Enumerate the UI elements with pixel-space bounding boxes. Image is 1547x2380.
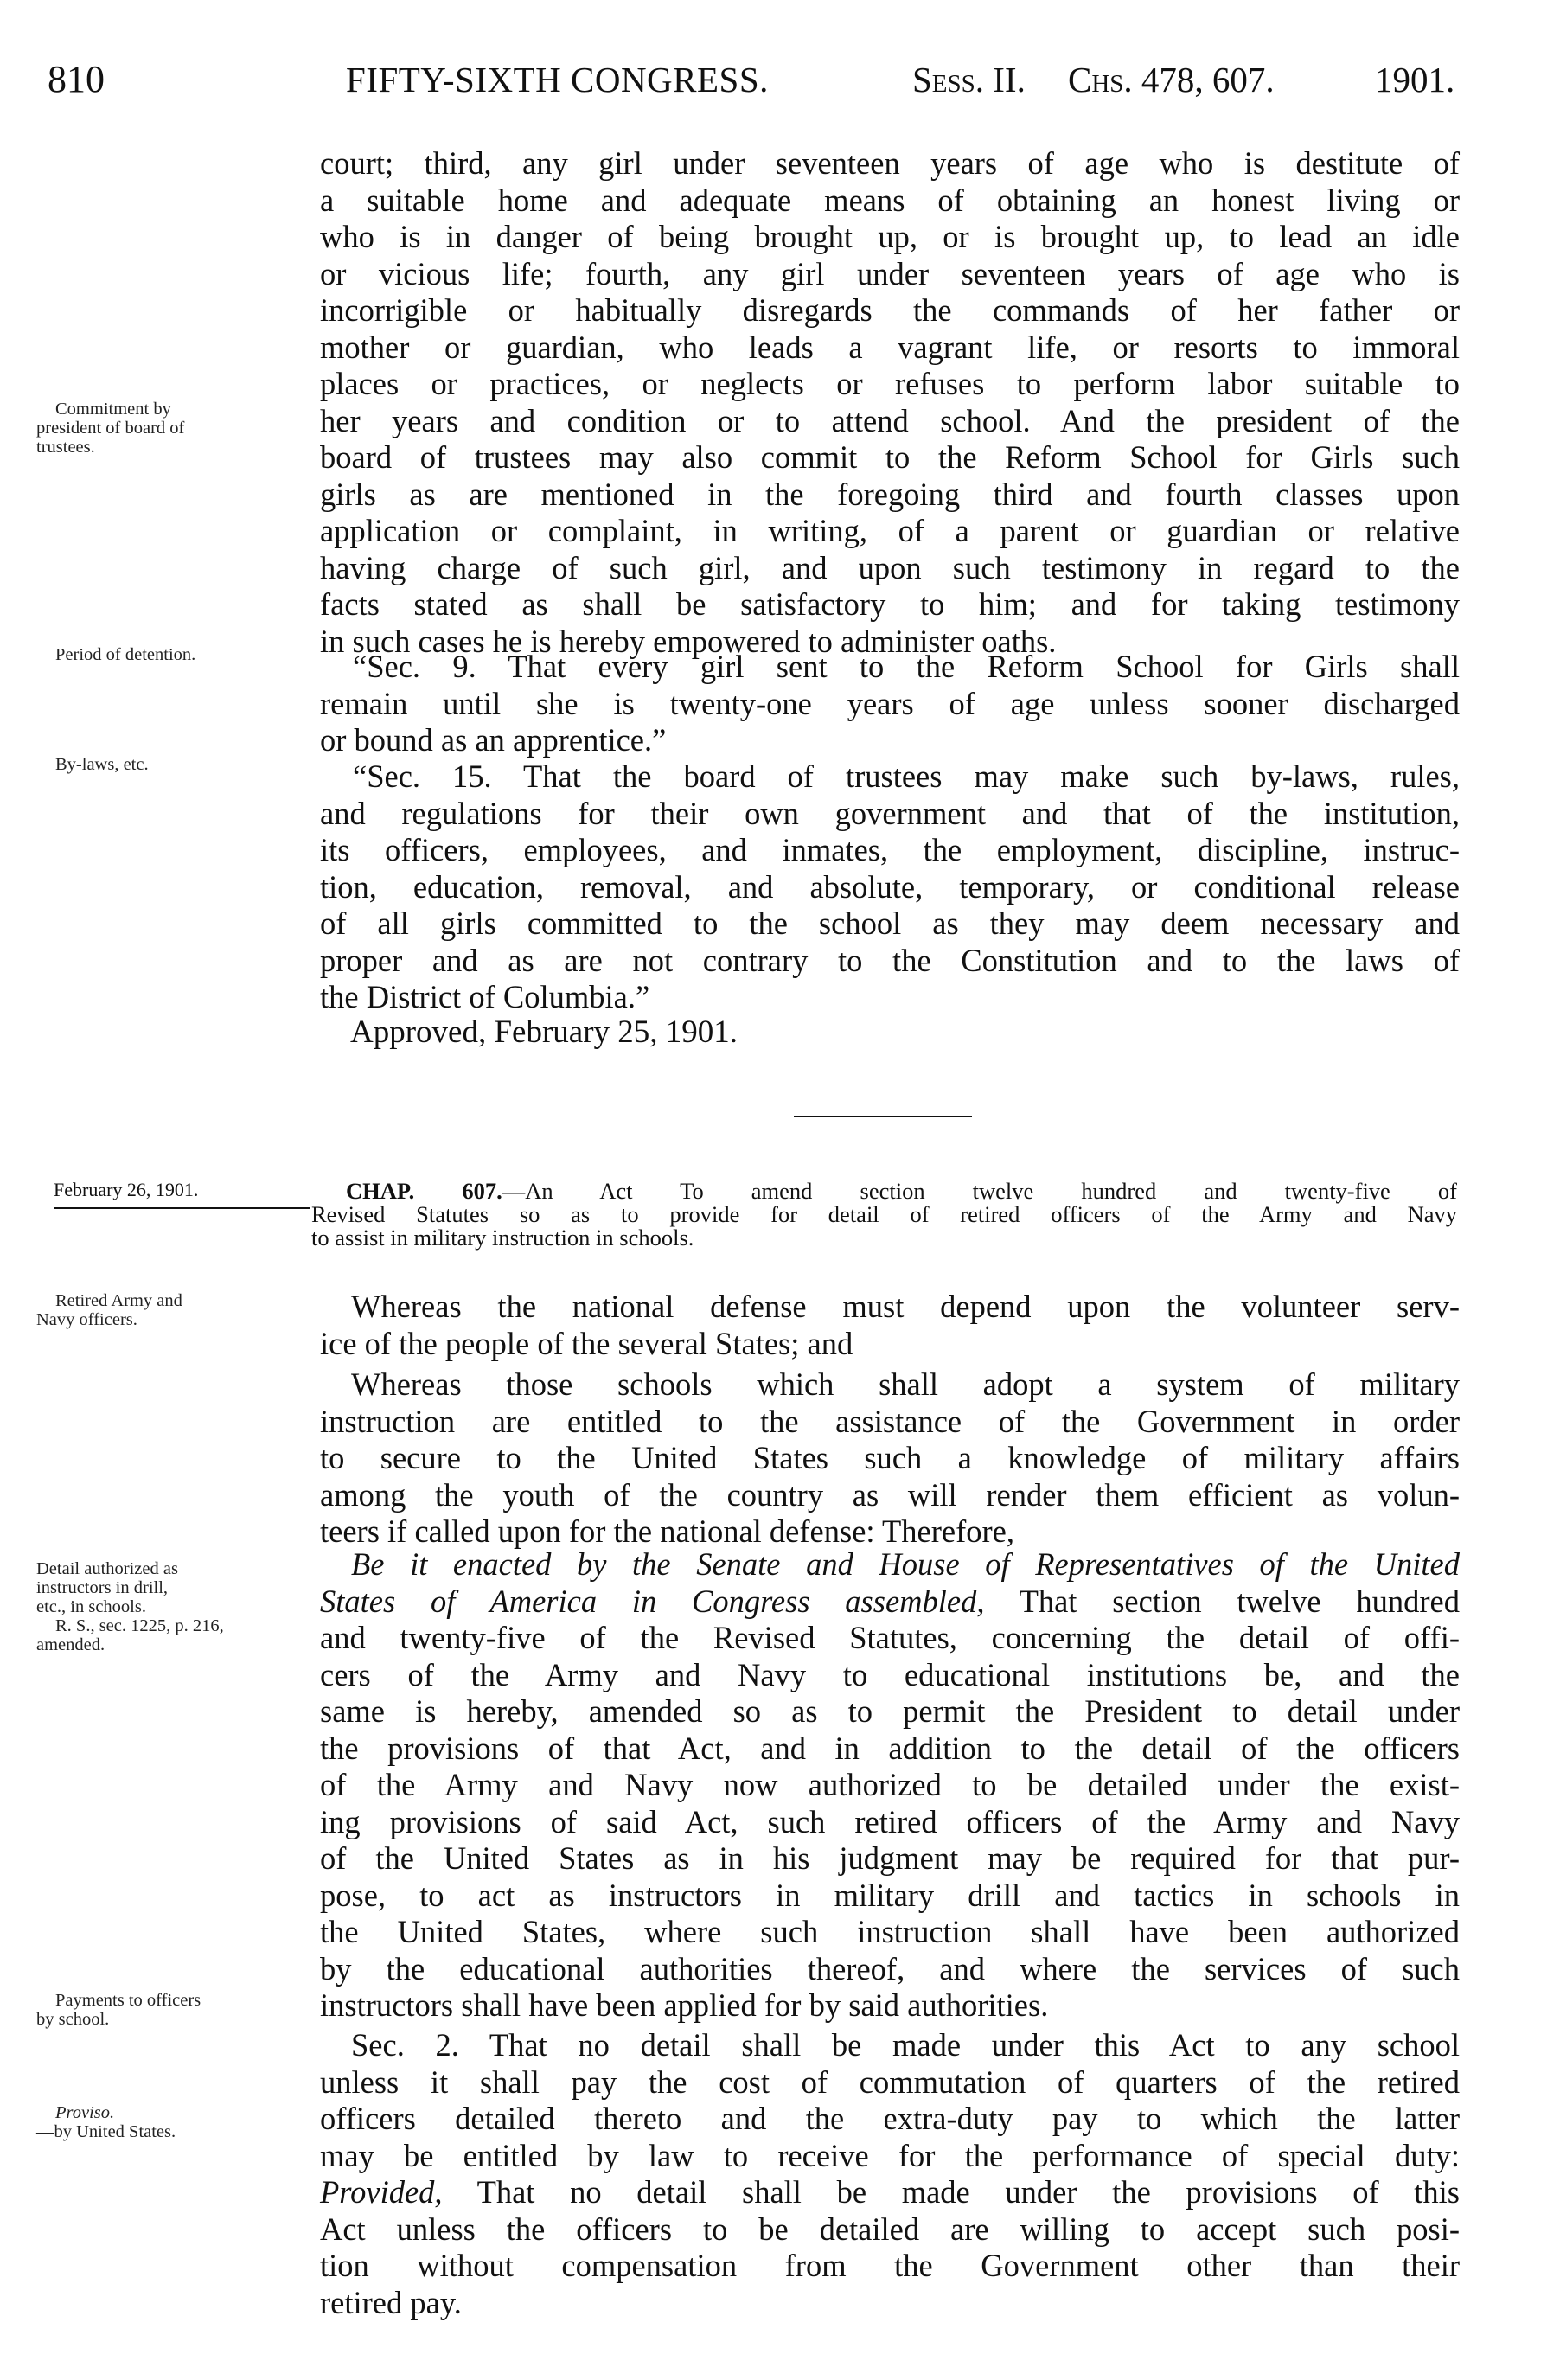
margin-note-detention: Period of detention. bbox=[55, 645, 196, 664]
section-2: Sec. 2. That no detail shall be made under this Act to any school unless it shall pay the cost of commutation of quarters of the retired officers detailed thereto and the extra-duty pay to which the latter may be entitled by law to receive for the performance of special duty: Provided, That no detail shall be made under the provisions of this Act unless the officers to be detailed are willing to accept such posi- tion without compensation from the Government other than their retired pay. bbox=[320, 2027, 1460, 2320]
margin-note-proviso: Proviso. —by United States. bbox=[36, 2103, 176, 2141]
section-9: “Sec. 9. That every girl sent to the Reform School for Girls shall remain until she is twenty-one years of age unless sooner discharged or bound as an apprentice.” bbox=[320, 649, 1460, 758]
page-number: 810 bbox=[48, 58, 105, 100]
chapter-date: February 26, 1901. bbox=[54, 1179, 199, 1200]
margin-note-payments: Payments to officers by school. bbox=[36, 1991, 201, 2029]
date-rule bbox=[54, 1207, 310, 1209]
margin-note-commitment: Commitment by president of board of trustees. bbox=[36, 400, 185, 457]
chapters-label: Chs. 478, 607. bbox=[1068, 60, 1275, 99]
whereas-1: Whereas the national defense must depend upon the volunteer serv- ice of the people of the several States; and bbox=[320, 1289, 1460, 1361]
chapter-heading: CHAP. 607.—An Act To amend section twelve hundred and twenty-five of Revised Statutes so as to provide for detail of retired officers of the Army and Navy to assist in military instruction in schools. bbox=[311, 1178, 1457, 1251]
margin-note-retired: Retired Army and Navy officers. bbox=[36, 1291, 182, 1329]
approval-line: Approved, February 25, 1901. bbox=[350, 1014, 738, 1050]
enacting-formula: Be it enacted by the Senate and House of Representatives of the United bbox=[351, 1546, 1460, 1582]
congress-title: FIFTY-SIXTH CONGRESS. bbox=[346, 60, 769, 99]
whereas-2: Whereas those schools which shall adopt a system of military instruction are entitled to the assistance of the Government in order to secure to the United States such a knowledge of military affairs among the youth of the country as will render them efficient as volun- teers if called upon for the national defense: Therefore, bbox=[320, 1366, 1460, 1549]
year-label: 1901. bbox=[1375, 60, 1455, 99]
enacting-clause: Be it enacted by the Senate and House of Representatives of the United States of America in Congress assembled, That section twelve hundred and twenty-five of the Revised Statutes, concerning the detail of offi- cers of the Army and Navy to educational institutions be, and the same is hereby, amended so as to permit the President to detail under the provisions of that Act, and in addition to the detail of the officers of the Army and Navy now authorized to be detailed under the exist- ing provisions of said Act, such retired officers of the Army and Navy of the United States as in his judgment may be required for that pur- pose, to act as instructors in military drill and tactics in schools in the United States, where such instruction shall have been authorized by the educational authorities thereof, and where the services of such instructors shall have been applied for by said authorities. bbox=[320, 1546, 1460, 2023]
margin-note-bylaws: By-laws, etc. bbox=[55, 755, 149, 774]
chapter-number: CHAP. 607. bbox=[346, 1178, 502, 1204]
margin-note-detail: Detail authorized as instructors in drill, etc., in schools. R. S., sec. 1225, p. 216, amended. bbox=[36, 1559, 224, 1654]
paragraph-continuation: court; third, any girl under seventeen years of age who is destitute of a suitable home and adequate means of obtaining an honest living or who is in danger of being brought up, or is brought up, to lead an idle or vicious life; fourth, any girl under seventeen years of age who is incorrigible or habitually disregards the commands of her father or mother or guardian, who leads a vagrant life, or resorts to immoral places or practices, or neglects or refuses to perform labor suitable to her years and condition or to attend school. And the president of the board of trustees may also commit to the Reform School for Girls such girls as are mentioned in the foregoing third and fourth classes upon application or complaint, in writing, of a parent or guardian or relative having charge of such girl, and upon such testimony in regard to the facts stated as shall be satisfactory to him; and for taking testimony in such cases he is hereby empowered to administer oaths. bbox=[320, 145, 1460, 659]
section-15: “Sec. 15. That the board of trustees may make such by-laws, rules, and regulations for their own government and that of the institution, its officers, employees, and inmates, the employment, discipline, instruc- tion, education, removal, and absolute, temporary, or conditional release of all girls committed to the school as they may deem necessary and proper and as are not contrary to the Constitution and to the laws of the District of Columbia.” bbox=[320, 758, 1460, 1014]
running-head bbox=[48, 54, 1455, 106]
session-label: Sess. II. bbox=[912, 60, 1026, 99]
chapter-separator-rule bbox=[794, 1116, 972, 1117]
